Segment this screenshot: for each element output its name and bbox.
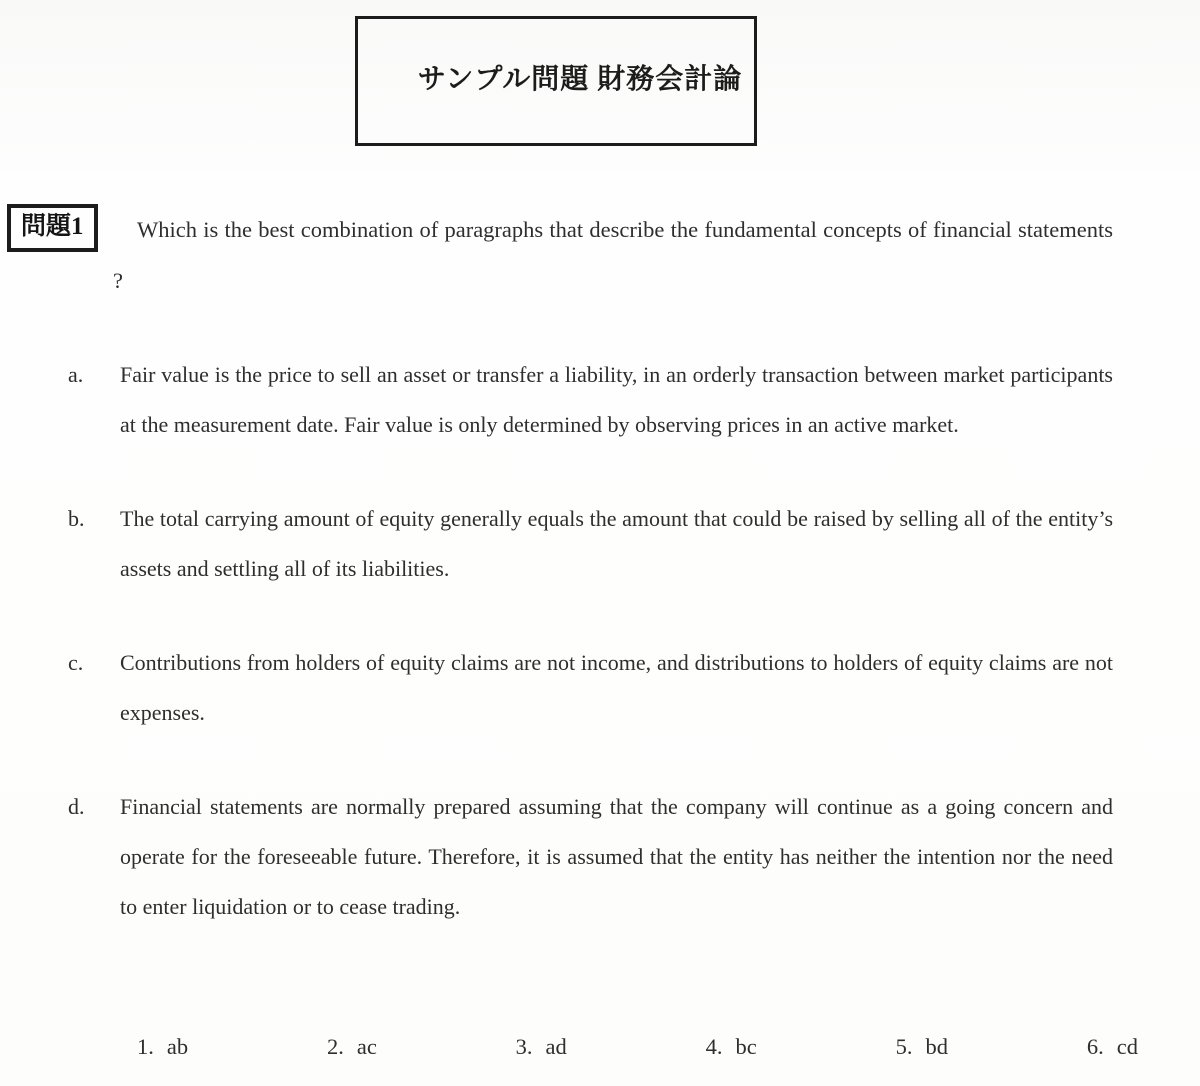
option-6-letters: cd (1116, 1034, 1138, 1059)
page-title: サンプル問題 財務会計論 (417, 64, 743, 95)
question-row (0, 204, 1200, 306)
question-text: Which is the best combination of paragraphs that describe the fundamental concepts of financial statements ? (113, 217, 1113, 293)
option-1-letters: ab (166, 1034, 189, 1059)
option-6 (1087, 1032, 1138, 1062)
paragraph-label-b: b. (68, 506, 85, 531)
option-2 (327, 1032, 377, 1062)
option-3-number: 3. (515, 1034, 533, 1059)
option-1 (137, 1032, 188, 1062)
title-row (0, 0, 1200, 146)
paragraph-label-d: d. (68, 794, 85, 819)
option-3-letters: ad (545, 1034, 567, 1059)
option-4-letters: bc (735, 1034, 757, 1059)
paragraph-text-c: Contributions from holders of equity claims are not income, and distributions to holders of equity claims are not expenses. (120, 650, 1113, 725)
option-4 (706, 1032, 757, 1062)
option-5 (896, 1032, 948, 1062)
paragraph-text-a: Fair value is the price to sell an asset or transfer a liability, in an orderly transaction between market participants at the measurement date. Fair value is only determined by observing prices in an active market. (120, 362, 1113, 437)
paragraph-label-c: c. (68, 650, 84, 675)
paragraph-item-a (68, 350, 1113, 450)
option-5-number: 5. (895, 1034, 913, 1059)
paragraph-item-d (68, 782, 1113, 932)
option-2-number: 2. (326, 1034, 344, 1059)
option-2-letters: ac (356, 1034, 377, 1059)
paragraph-item-c (68, 638, 1113, 738)
question-label: 問題1 (21, 213, 84, 240)
option-5-letters: bd (925, 1034, 948, 1059)
option-4-number: 4. (705, 1034, 723, 1059)
paragraph-label-a: a. (68, 362, 84, 387)
paragraph-text-b: The total carrying amount of equity generally equals the amount that could be raised by selling all of the entity’s assets and settling all of its liabilities. (120, 506, 1113, 581)
paragraph-item-b (68, 494, 1113, 594)
paragraph-text-d: Financial statements are normally prepared assuming that the company will continue as a going concern and operate for the foreseeable future. Therefore, it is assumed that the entity has neither the intention nor the need to enter liquidation or to cease trading. (120, 794, 1113, 919)
question-label-box (7, 204, 98, 252)
answer-options-row (137, 1032, 1138, 1062)
option-6-number: 6. (1086, 1034, 1104, 1059)
option-1-number: 1. (137, 1034, 154, 1059)
option-3 (516, 1032, 567, 1062)
title-box (355, 16, 757, 146)
